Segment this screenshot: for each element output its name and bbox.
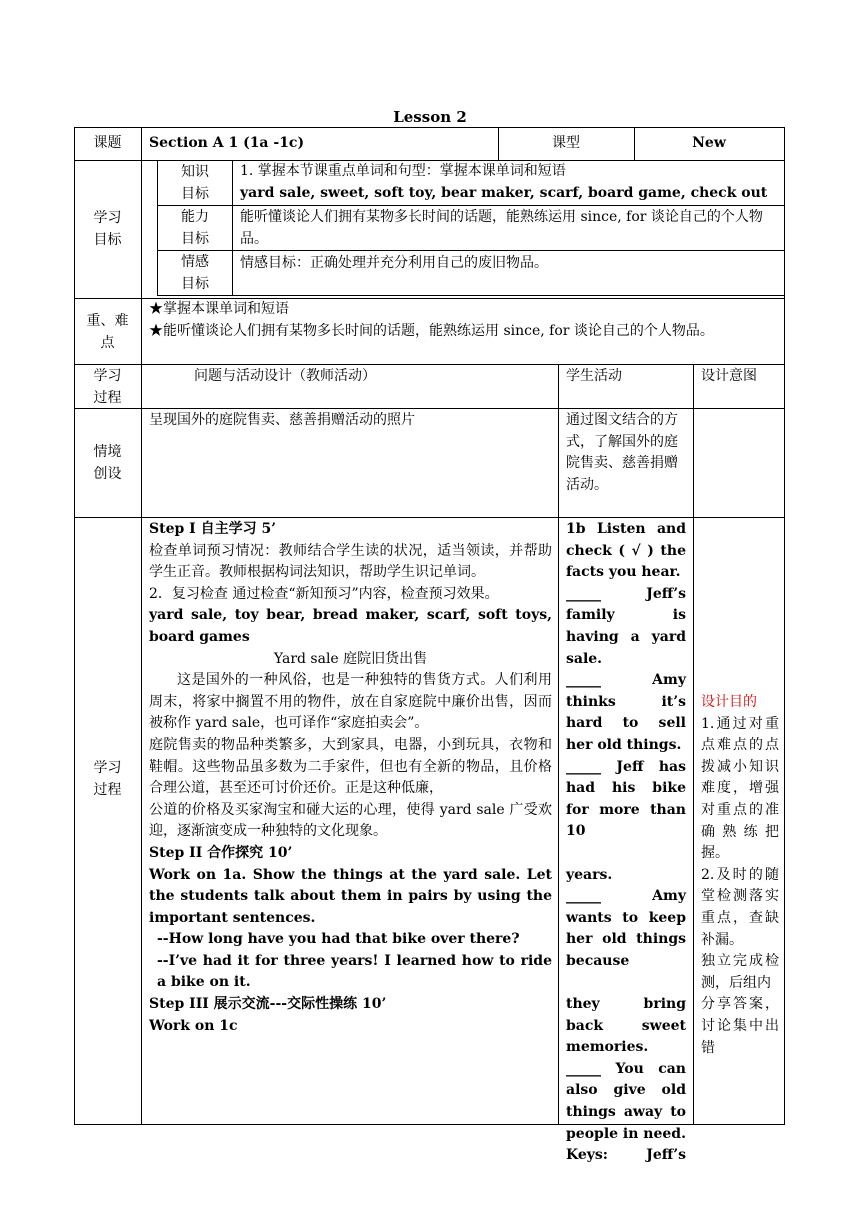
objectives-label: 学习 目标 — [93, 210, 122, 248]
emotion-objective-text: 情感目标：正确处理并充分利用自己的废旧物品。 — [240, 255, 548, 271]
emotion-objective-label: 情感 目标 — [181, 254, 209, 292]
type-value: New — [692, 135, 726, 151]
fact-item-4-cont: they bring back sweet memories. — [566, 996, 686, 1056]
key-points-label: 重、难 点 — [86, 313, 129, 351]
design-purpose-4: 分享答案，讨论集中出错 — [701, 996, 779, 1056]
dialog-answer: --I’ve had it for three years! I learned how to ride a bike on it. — [157, 952, 552, 991]
yard-sale-heading: Yard sale 庭院旧货出售 — [273, 650, 428, 667]
situation-student-activity: 通过图文结合的方式，了解国外的庭院售卖、慈善捐赠活动。 — [566, 412, 678, 493]
fact-item-2: _____ Amy thinks it’s hard to sell her old things. — [566, 672, 686, 753]
step2-title: Step II 合作探究 10’ — [149, 844, 293, 861]
topic-label: 课题 — [93, 135, 122, 151]
process-header-label: 学习 过程 — [93, 368, 122, 406]
dialog-question: --How long have you had that bike over there? — [157, 931, 520, 948]
answer-keys: Keys: Jeff’s — [566, 1147, 686, 1164]
lesson-plan-table — [74, 127, 785, 1164]
step2-instructions: Work on 1a. Show the things at the yard sale. Let the students talk about them in pairs by using the important sentences. — [149, 866, 552, 926]
yard-sale-paragraph-3: 公道的价格及买家淘宝和碰大运的心理，使得 yard sale 广受欢迎，逐渐演变成一种独特的文化现象。 — [149, 801, 552, 840]
situation-label: 情境 创设 — [93, 444, 122, 482]
yard-sale-paragraph-1: 这是国外的一种风俗，也是一种独特的售货方式。人们利用周末，将家中搁置不用的物件，放在自家庭院中廉价出售，因而被称作 yard sale，也可译作“家庭拍卖会”。 — [149, 672, 552, 732]
situation-teacher-activity: 呈现国外的庭院售卖、慈善捐赠活动的照片 — [149, 412, 415, 428]
design-purpose-1: 1.通过对重点难点的点拨减小知识难度，增强对重点的准确熟练把握。 — [701, 715, 779, 862]
key-point-1: ★掌握本课单词和短语 — [149, 301, 289, 317]
ability-objective-text: 能听懂谈论人们拥有某物多长时间的话题，能熟练运用 since, for 谈论自己的个人物品。 — [240, 209, 763, 247]
knowledge-objective-label: 知识 目标 — [181, 164, 209, 202]
fact-item-3: _____ Jeff has had his bike for more than 10 — [566, 758, 686, 840]
design-intent-header: 设计意图 — [701, 368, 757, 384]
key-point-2: ★能听懂谈论人们拥有某物多长时间的话题，能熟练运用 since, for 谈论自己的个人物品。 — [149, 322, 714, 339]
step1-word-list: yard sale, toy bear, bread maker, scarf, soft toys, board games — [149, 607, 552, 645]
design-purpose-title: 设计目的 — [701, 694, 757, 710]
fact-item-3-cont: years. — [566, 866, 613, 883]
step3-title: Step III 展示交流---交际性操练 10’ — [149, 996, 387, 1013]
lesson-title: Lesson 2 — [393, 108, 467, 126]
listening-task-title: 1b Listen and check ( √ ) the facts you hear. — [566, 521, 686, 581]
design-purpose-3: 独立完成检测，后组内 — [701, 953, 779, 991]
fact-item-4: _____ Amy wants to keep her old things because — [566, 888, 686, 969]
fact-item-5: _____ You can also give old things away to people in need. — [566, 1060, 686, 1142]
step3-instructions: Work on 1c — [149, 1017, 238, 1034]
process-label: 学习 过程 — [93, 760, 122, 798]
teacher-activity-header: 问题与活动设计（教师活动） — [194, 368, 376, 384]
student-activity-header: 学生活动 — [566, 368, 622, 384]
fact-item-1: _____ Jeff’s family is having a yard sale. — [566, 585, 686, 667]
step1-vocab-check: 检查单词预习情况：教师结合学生读的状况，适当领读，并帮助学生正音。教师根据构词法知识，帮助学生识记单词。 — [149, 542, 552, 581]
yard-sale-paragraph-2: 庭院售卖的物品种类繁多，大到家具，电器，小到玩具，衣物和鞋帽。这些物品虽多数为二手家件，但也有全新的物品，且价格合理公道，甚至还可讨价还价。正是这种低廉， — [149, 736, 552, 797]
step1-review-check: 2．复习检查 通过检查“新知预习”内容，检查预习效果。 — [149, 585, 499, 602]
type-label: 课型 — [552, 135, 580, 151]
knowledge-objective-line1: 1. 掌握本节课重点单词和句型：掌握本课单词和短语 — [240, 163, 566, 179]
topic-value: Section A 1 (1a -1c) — [149, 135, 305, 151]
knowledge-objective-words: yard sale, sweet, soft toy, bear maker, scarf, board game, check out — [240, 184, 768, 201]
step1-title: Step I 自主学习 5’ — [149, 521, 277, 537]
design-purpose-2: 2.及时的随堂检测落实重点，查缺补漏。 — [701, 866, 779, 948]
ability-objective-label: 能力 目标 — [181, 209, 209, 247]
